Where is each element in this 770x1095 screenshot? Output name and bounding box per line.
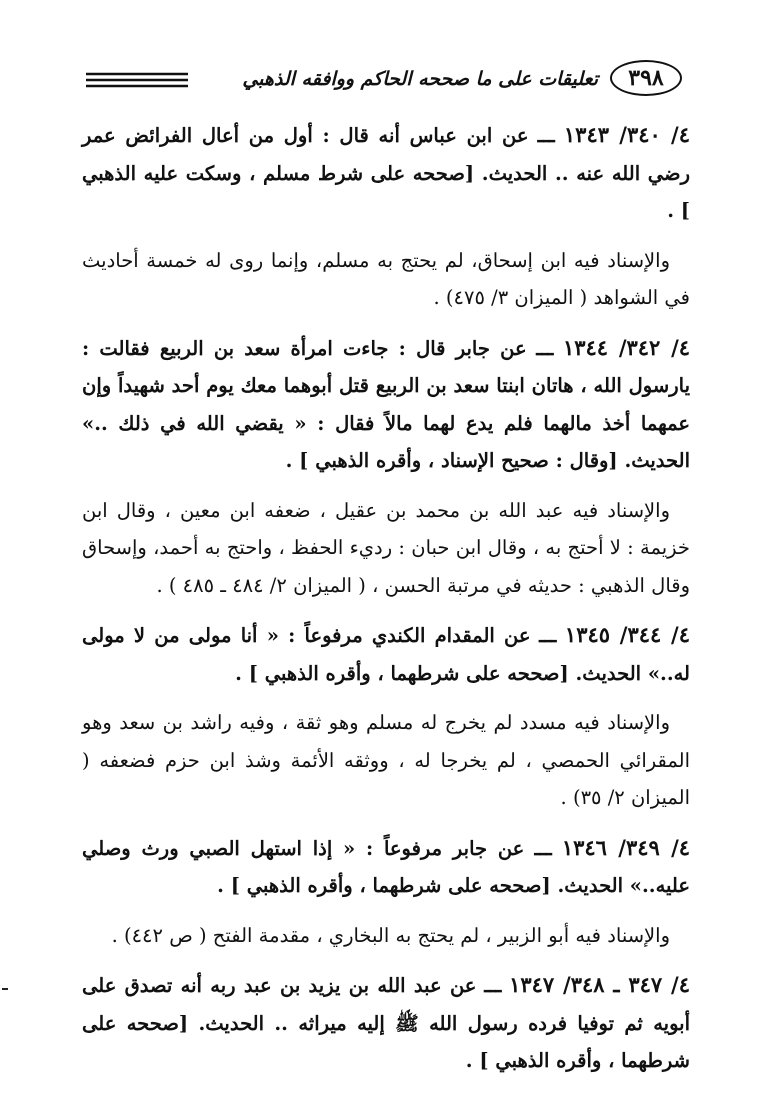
entry-text: عن جابر قال : جاءت امرأة سعد بن الربيع فقالت : يارسول الله ، هاتان ابنتا سعد بن الربيع قتل أبوهما معك يوم أحد شهيداً وإن عمهما أخذ مالهما فلم يدع لهما مالاً فقال : « يقضي الله في ذلك ..» الحديث. [وقال : صحيح الإسناد ، وأقره الذهبي ] .: [82, 336, 690, 472]
entry-comment: والإسناد فيه مسدد لم يخرج له مسلم وهو ثقة ، وفيه راشد بن سعد وهو المقرائي الحمصي ، لم يخرجا له ، ووثقه الأئمة وشذ ابن حزم فضعفه ( الميزان ٢/ ٣٥) .: [82, 711, 690, 809]
hadith-entry: [82, 329, 690, 480]
hadith-entry: [82, 116, 690, 230]
entry-number: ٤/ ٣٤٩/ ١٣٤٦: [561, 834, 691, 860]
entry-number: ٤/ ٣٤٢/ ١٣٤٤: [562, 334, 691, 360]
page-header: [86, 58, 688, 102]
entry-dash: ـــ: [534, 836, 552, 860]
entry-text: عن المقدام الكندي مرفوعاً : « أنا مولى من لا مولى له..» الحديث. [صححه على شرطهما ، وأقره الذهبي ] .: [82, 624, 690, 685]
header-title: تعليقات على ما صححه الحاكم ووافقه الذهبي: [188, 66, 608, 92]
entry-text: عن جابر مرفوعاً : « إذا استهل الصبي ورث وصلي عليه..» الحديث. [صححه على شرطهما ، وأقره الذهبي ] .: [82, 836, 690, 897]
entry-text: عن ابن عباس أنه قال : أول من أعال الفرائض عمر رضي الله عنه .. الحديث. [صححه على شرط مسلم ، وسكت عليه الذهبي ] .: [82, 124, 690, 222]
page-body: [82, 116, 690, 1092]
entry-comment: والإسناد فيه ابن إسحاق، لم يحتج به مسلم، وإنما روى له خمسة أحاديث في الشواهد ( الميزان ٣/ ٤٧٥) .: [82, 248, 690, 309]
entry-dash: ـــ: [484, 974, 502, 997]
entry-number: ٤/ ٣٤٠/ ١٣٤٣: [563, 122, 690, 147]
entry-comment: والإسناد فيه عبد الله بن محمد بن عقيل ، ضعفه ابن معين ، وقال ابن خزيمة : لا أحتج به ، وقال ابن حبان : رديء الحفظ ، واحتج به أحمد، وإسحاق وقال الذهبي : حديثه في مرتبة الحسن ، ( الميزان ٢/ ٤٨٤ ـ ٤٨٥ ) .: [82, 498, 690, 597]
page-number: ٣٩٨: [610, 60, 682, 96]
entry-text: عن عبد الله بن يزيد بن عبد ربه أنه تصدق على أبويه ثم توفيا فرده رسول الله ﷺ إليه ميراثه .. الحديث. [صححه على شرطهما ، وأقره الذهبي ] .: [82, 974, 690, 1072]
entry-dash: ـــ: [537, 124, 555, 147]
hadith-entry: [82, 616, 690, 692]
hadith-entry: [82, 829, 690, 905]
entry-dash: ـــ: [539, 624, 557, 647]
margin-mark: [2, 988, 8, 990]
entry-comment: والإسناد فيه أبو الزبير ، لم يحتج به البخاري ، مقدمة الفتح ( ص ٤٤٢) .: [111, 923, 670, 947]
entry-number: ٤/ ٣٤٤/ ١٣٤٥: [564, 622, 690, 647]
entry-number: ٤/ ٣٤٧ ـ ٣٤٨/ ١٣٤٧: [509, 972, 691, 997]
entry-dash: ـــ: [536, 336, 554, 360]
hadith-entry: [82, 966, 690, 1080]
